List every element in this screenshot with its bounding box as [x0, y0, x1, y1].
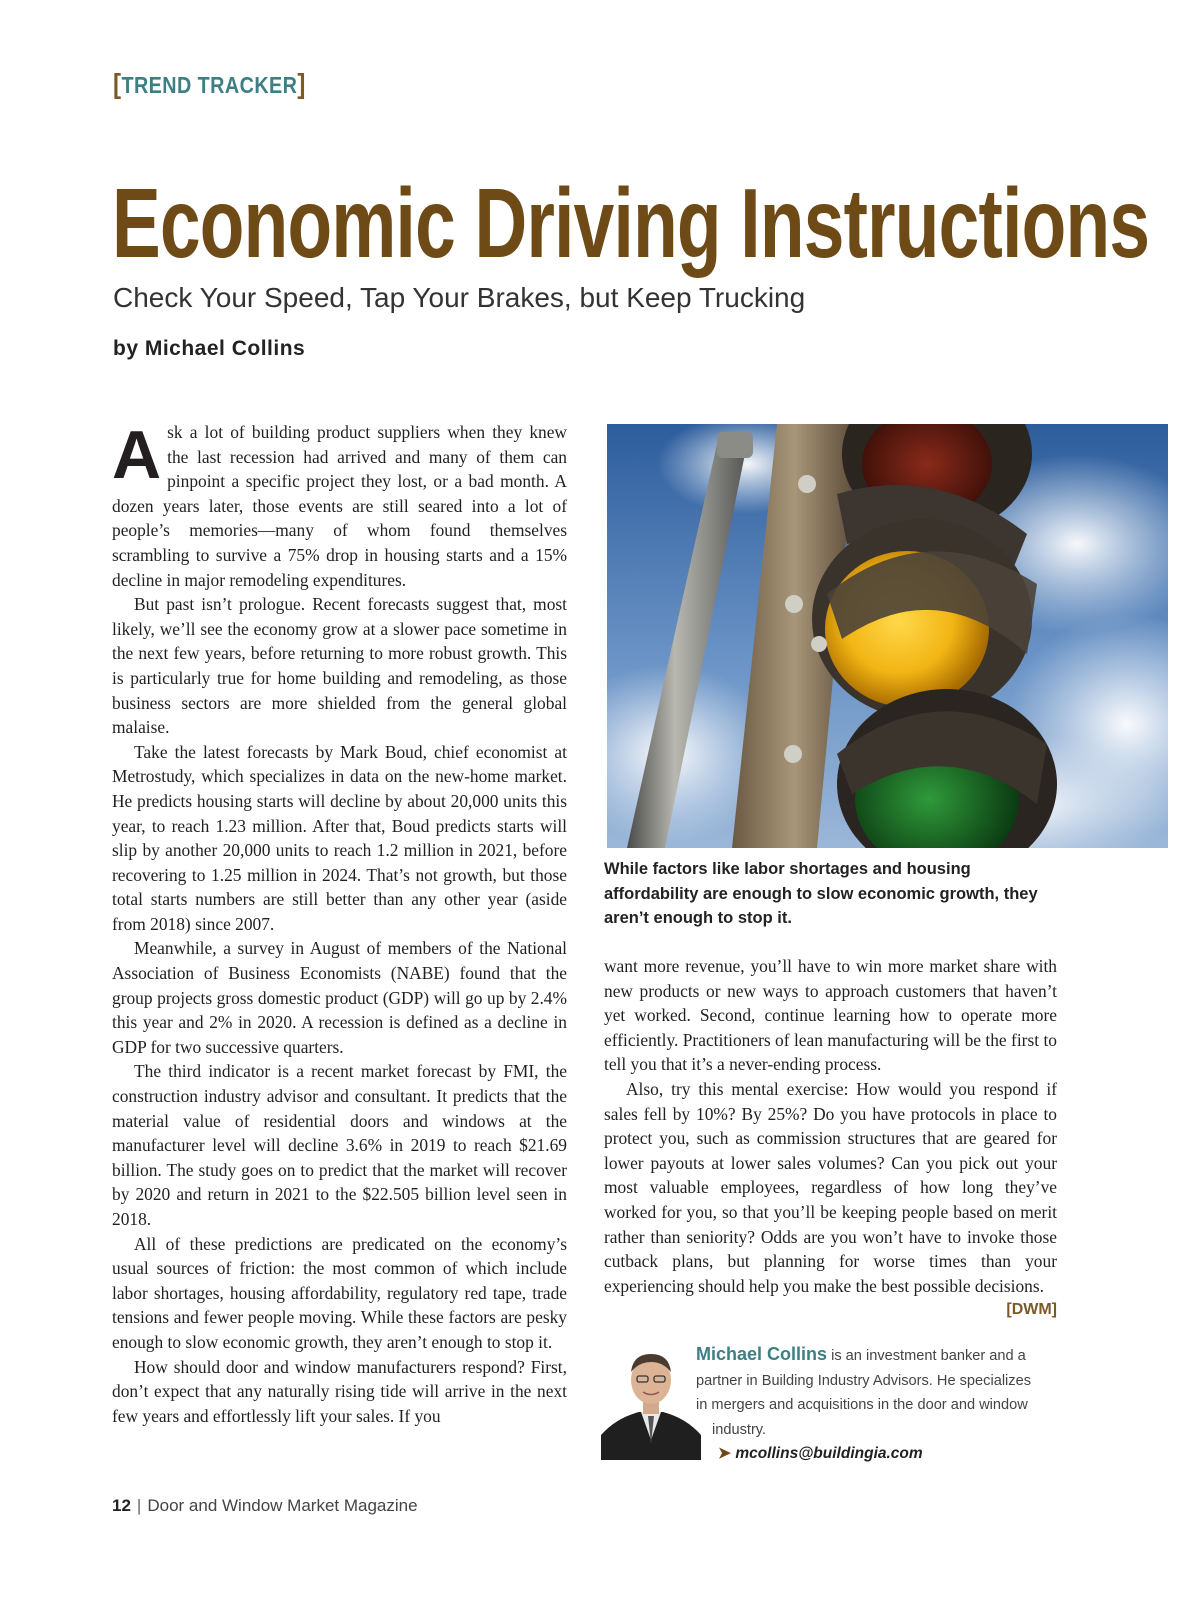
author-email[interactable]: mcollins@buildingia.com	[735, 1445, 923, 1462]
author-name: Michael Collins	[696, 1344, 828, 1364]
paragraph-7: How should door and window manufacturers respond? First, don’t expect that any naturally rising tide will arrive in the next few years and effortlessly lift your sales. If you	[112, 1356, 567, 1426]
arrow-icon: ➤	[718, 1445, 731, 1462]
footer-separator: |	[136, 1496, 142, 1515]
paragraph-1	[112, 417, 567, 592]
author-bio	[696, 1342, 1066, 1467]
bracket-open: [	[113, 68, 122, 99]
article-subtitle: Check Your Speed, Tap Your Brakes, but Keep Trucking	[113, 282, 806, 313]
left-column	[112, 417, 567, 1428]
paragraph-5: The third indicator is a recent market forecast by FMI, the construction industry advisor and consultant. It predicts that the material value of residential doors and windows at the manufacturer level will decline 3.6% in 2019 to reach $21.69 billion. The study goes on to predict that the market will recover by 2020 and return in 2021 to the $22.505 billion level seen in 2018.	[112, 1061, 567, 1229]
figure-caption: While factors like labor shortages and housing affordability are enough to slow economic growth, they aren’t enough to stop it.	[604, 860, 1038, 927]
traffic-light-photo	[607, 424, 1168, 848]
paragraph-8	[604, 1077, 1057, 1319]
avatar	[601, 1340, 701, 1460]
bio-line-3: in mergers and acquisitions in the door and window	[696, 1397, 1028, 1413]
paragraph-2: But past isn’t prologue. Recent forecasts suggest that, most likely, we’ll see the economy grow at a slower pace sometime in the next few years, before returning to more robust growth. This is particularly true for home building and remodeling, as those business sectors are more shielded from the general global malaise.	[112, 594, 567, 738]
byline: by Michael Collins	[113, 337, 306, 360]
section-tag-label: TREND TRACKER	[121, 72, 298, 98]
bio-line-2: partner in Building Industry Advisors. He specializes	[696, 1372, 1032, 1389]
drop-cap: A	[112, 417, 162, 493]
author-photo	[601, 1340, 701, 1460]
paragraph-6: All of these predictions are predicated on the economy’s usual sources of friction: the most common of which include labor shortages, housing affordability, regulatory red tape, trade tensions and fewer people moving. While these factors are pesky enough to slow economic growth, they aren’t enough to stop it.	[112, 1233, 567, 1352]
bracket-close: ]	[297, 68, 306, 99]
paragraph-7-continued: want more revenue, you’ll have to win more market share with new products or new ways to approach customers that haven’t yet worked. Second, continue learning how to operate more efficiently. Practitioners of lean manufacturing will be the first to tell you that it’s a never-ending process.	[604, 956, 1057, 1075]
traffic-light-icon	[607, 424, 1168, 848]
author-email-link[interactable]	[696, 1442, 1066, 1467]
page-footer	[112, 1496, 418, 1516]
publication-name: Door and Window Market Magazine	[147, 1496, 418, 1515]
paragraph-1-text: sk a lot of building product suppliers when they knew the last recession had arrived and many of them can pinpoint a specific project they lost, or a bad month. A dozen years later, those events are still seared into a lot of people’s memories—many of whom found themselves scrambling to survive a 75% drop in housing starts and a 15% decline in major remodeling expenditures.	[112, 422, 567, 590]
paragraph-4: Meanwhile, a survey in August of members of the National Association of Business Economists (NABE) found that the group projects gross domestic product (GDP) will go up by 2.4% this year and 2% in 2020. A recession is defined as a decline in GDP for two successive quarters.	[112, 938, 567, 1057]
right-column	[604, 954, 1057, 1323]
bio-line-1	[696, 1342, 1066, 1369]
paragraph-8-text: Also, try this mental exercise: How would you respond if sales fell by 10%? By 25%? Do you have protocols in place to protect you, such as commission structures that are geared for lower payouts at lower sales volumes? Can you pick out your most valuable employees, regardless of how long they’ve worked for you, so that you’ll be keeping people based on merit rather than seniority? Odds are you won’t have to invoke those cutback plans, but planning for worse times than your experiencing should help you make the best possible decisions.	[604, 1078, 1057, 1296]
paragraph-3: Take the latest forecasts by Mark Boud, chief economist at Metrostudy, which specializes in data on the new-home market. He predicts housing starts will decline by about 20,000 units this year, to reach 1.23 million. After that, Boud predicts starts will slip by another 20,000 units to reach 1.2 million in 2021, before recovering to 1.25 million in 2024. That’s not growth, but those total starts numbers are still better than any other year (aside from 2018) since 2007.	[112, 741, 567, 934]
bio-line-4: industry.	[712, 1421, 767, 1438]
page-number: 12	[112, 1496, 131, 1515]
article-title: Economic Driving Instructions	[112, 168, 1150, 278]
section-tag	[113, 68, 306, 100]
bio-text-1: is an investment banker and a	[827, 1348, 1026, 1364]
sign-off: [DWM]	[1006, 1301, 1057, 1319]
